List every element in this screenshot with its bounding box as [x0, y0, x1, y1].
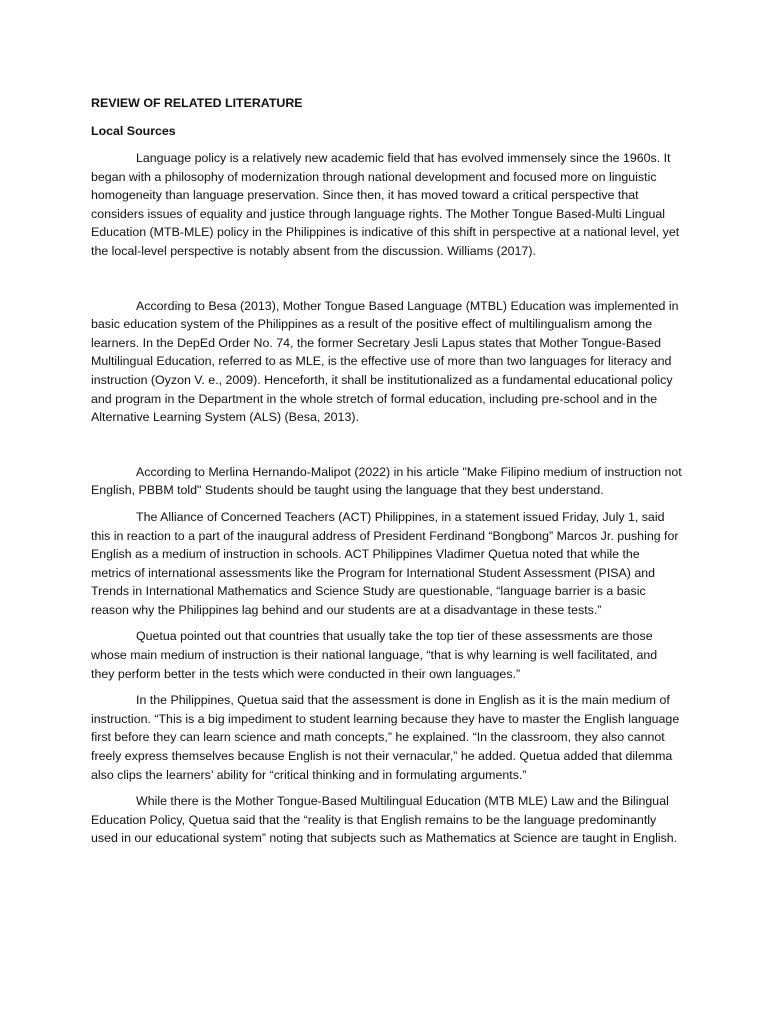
document-page — [91, 94, 683, 848]
document-title: REVIEW OF RELATED LITERATURE — [91, 96, 303, 110]
paragraph-act-philippines: The Alliance of Concerned Teachers (ACT) Philippines, in a statement issued Friday, July 1, said this in reaction to a part of the inaugural address of President Ferdinand “Bongbong” Marcos Jr. pushing for English as a medium of instruction in schools. ACT Philippines Vladimer Quetua noted that while the metrics of international assessments like the Program for International Student Assessment (PISA) and Trends in International Mathematics and Science Study are questionable, “language barrier is a basic reason why the Philippines lag behind and our students are at a disadvantage in these tests.” — [91, 509, 679, 617]
paragraph-quetua-assessment: In the Philippines, Quetua said that the assessment is done in English as it is the main medium of instruction. “This is a big impediment to student learning because they have to master the English language first before they can learn science and math concepts,” he explained. “In the classroom, they also cannot freely express themselves because English is not their vernacular,” he added. Quetua added that dilemma also clips the learners’ ability for “critical thinking and in formulating arguments.” — [91, 693, 680, 782]
section-heading-local-sources: Local Sources — [91, 124, 176, 138]
paragraph-mtb-mle-law: While there is the Mother Tongue-Based Multilingual Education (MTB MLE) Law and the Bilingual Education Policy, Quetua said that the “reality is that English remains to be the language predominantly used in our educational system” noting that subjects such as Mathematics at Science are taught in English. — [91, 794, 678, 846]
paragraph-quetua-top-tier: Quetua pointed out that countries that usually take the top tier of these assessments are those whose main medium of instruction is their national language, “that is why learning is well facilitated, and they perform better in the tests which were conducted in their own languages.” — [91, 629, 658, 681]
paragraph-language-policy: Language policy is a relatively new academic field that has evolved immensely since the 1960s. It began with a philosophy of modernization through national development and focused more on linguistic homogeneity than language preservation. Since then, it has moved toward a critical perspective that considers issues of equality and justice through language rights. The Mother Tongue Based-Multi Lingual Education (MTB-MLE) policy in the Philippines is indicative of this shift in perspective at a national level, yet the local-level perspective is notably absent from the discussion. Williams (2017). — [91, 151, 680, 258]
paragraph-besa: According to Besa (2013), Mother Tongue Based Language (MTBL) Education was implemented in basic education system of the Philippines as a result of the positive effect of multilingualism among the learners. In the DepEd Order No. 74, the former Secretary Jesli Lapus states that Mother Tongue-Based Multilingual Education, referred to as MLE, is the effective use of more than two languages for literacy and instruction (Oyzon V. e., 2009). Henceforth, it shall be institutionalized as a fundamental educational policy and program in the Department in the whole stretch of formal education, including pre-school and in the Alternative Learning System (ALS) (Besa, 2013). — [91, 298, 679, 425]
paragraph-hernando-malipot: According to Merlina Hernando-Malipot (2022) in his article "Make Filipino medium of instruction not English, PBBM told" Students should be taught using the language that they best understand. — [91, 464, 682, 498]
